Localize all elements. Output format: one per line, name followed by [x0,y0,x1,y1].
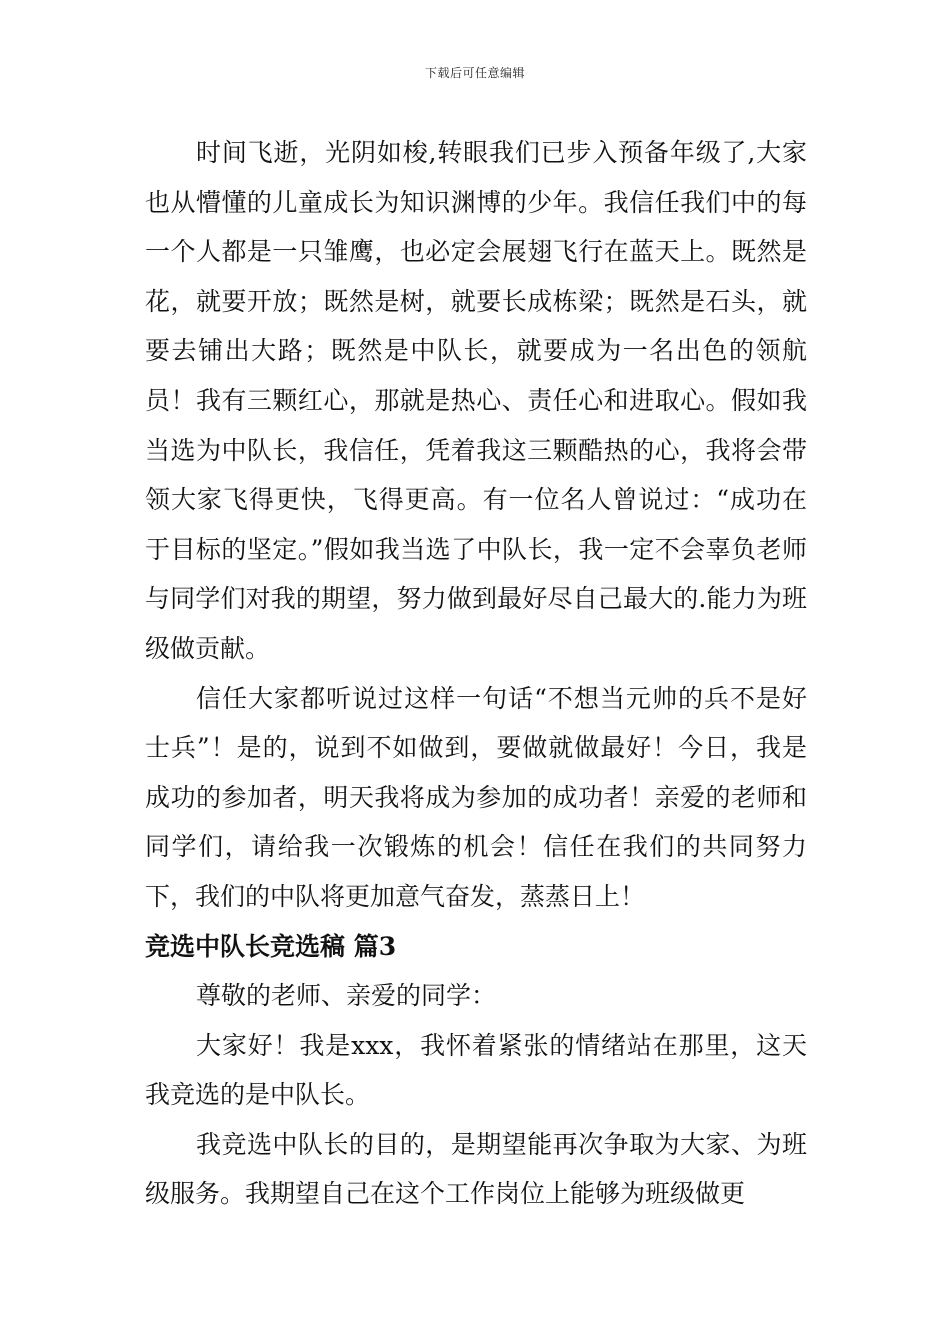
paragraph: 我竞选中队长的目的，是期望能再次争取为大家、为班级服务。我期望自己在这个工作岗位上能够为班级做更 [145,1129,807,1209]
paragraph: 大家好！我是xxx，我怀着紧张的情绪站在那里，这天我竞选的是中队长。 [145,1030,807,1110]
paragraph: 信任大家都听说过这样一句话“不想当元帅的兵不是好士兵”！是的，说到不如做到，要做就做最好！今日，我是成功的参加者，明天我将成为参加的成功者！亲爱的老师和同学们，请给我一次锻炼的机会！信任在我们的共同努力下，我们的中队将更加意气奋发，蒸蒸日上！ [145,683,807,911]
page-header: 下载后可任意编辑 [424,66,525,80]
paragraph: 尊敬的老师、亲爱的同学： [196,981,497,1011]
section-title: 竞选中队长竞选稿 篇3 [145,931,397,961]
document-body [145,128,807,1219]
paragraph: 时间飞逝，光阴如梭,转眼我们已步入预备年级了,大家也从懵懂的儿童成长为知识渊博的少年。我信任我们中的每一个人都是一只雏鹰，也必定会展翅飞行在蓝天上。既然是花，就要开放；既然是树，就要长成栋梁；既然是石头，就要去铺出大路；既然是中队长，就要成为一名出色的领航员！我有三颗红心，那就是热心、责任心和进取心。假如我当选为中队长，我信任，凭着我这三颗酷热的心，我将会带领大家飞得更快，飞得更高。有一位名人曾说过：“成功在于目标的坚定。”假如我当选了中队长，我一定不会辜负老师与同学们对我的期望，努力做到最好尽自己最大的.能力为班级做贡献。 [145,138,807,663]
